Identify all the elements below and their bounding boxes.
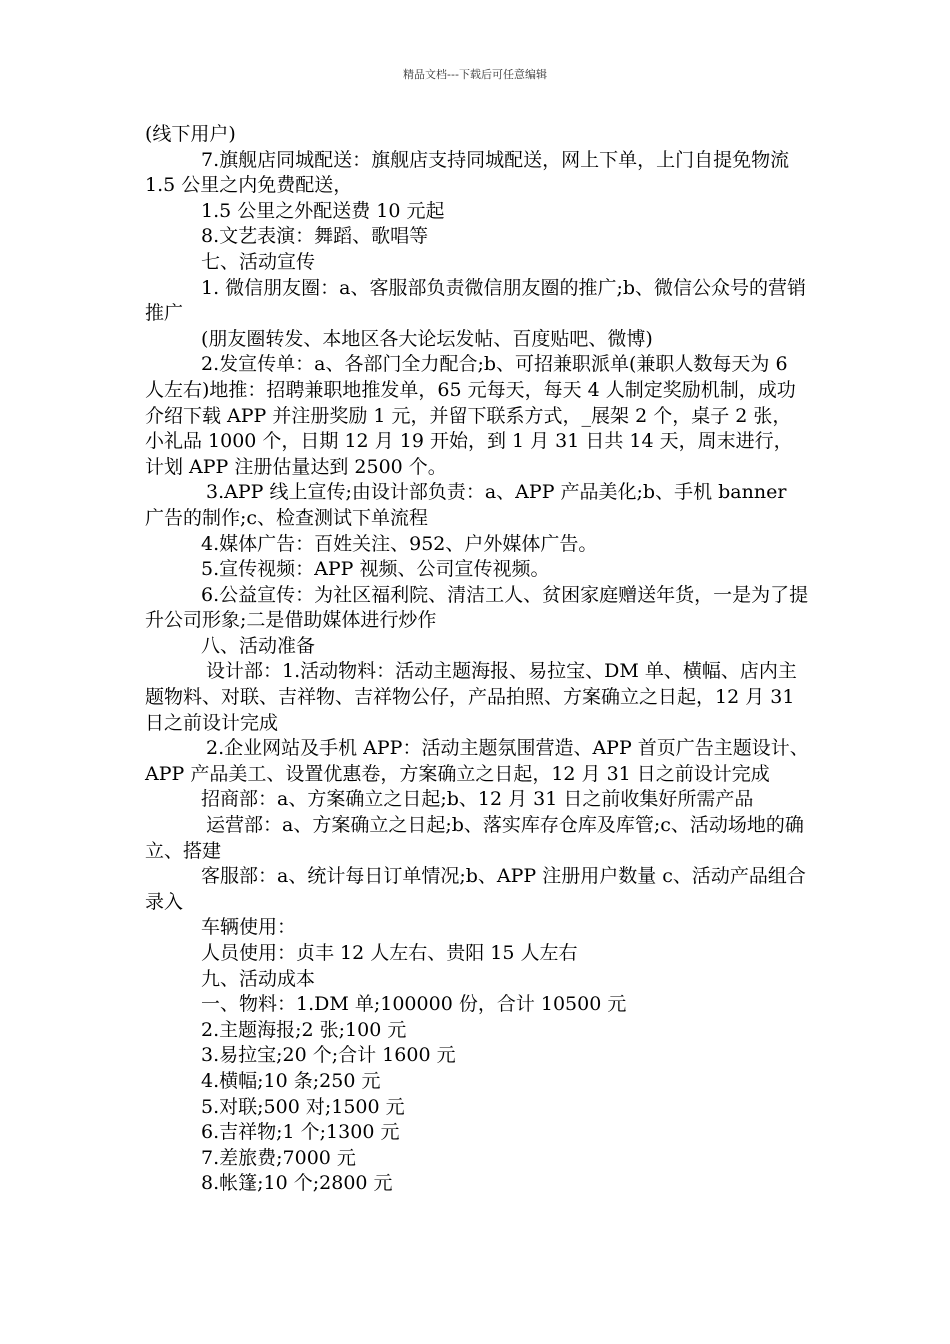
paragraph: 客服部：a、统计每日订单情况;b、APP 注册用户数量 c、活动产品组合录入 (145, 865, 806, 913)
paragraph: 8.帐篷;10 个;2800 元 (201, 1172, 393, 1195)
paragraph: 人员使用：贞丰 12 人左右、贵阳 15 人左右 (201, 942, 578, 964)
paragraph: 车辆使用： (201, 916, 297, 939)
document-body (145, 122, 810, 1197)
paragraph: 1. 微信朋友圈：a、客服部负责微信朋友圈的推广;b、微信公众号的营销推广 (145, 276, 807, 325)
page-header: 精品文档---下载后可任意编辑 (403, 68, 547, 81)
paragraph: 2.主题海报;2 张;100 元 (201, 1018, 407, 1041)
paragraph: 设计部：1.活动物料：活动主题海报、易拉宝、DM 单、横幅、店内主题物料、对联、吉祥物、吉祥物公仔，产品拍照、方案确立之日起，12 月 31 日之前设计完成 (145, 660, 797, 734)
paragraph: 8.文艺表演：舞蹈、歌唱等 (201, 225, 429, 248)
paragraph: 6.公益宣传：为社区福利院、清洁工人、贫困家庭赠送年货，一是为了提升公司形象;二是借助媒体进行炒作 (145, 583, 809, 632)
paragraph: 5.宣传视频：APP 视频、公司宣传视频。 (201, 558, 550, 581)
paragraph: 招商部：a、方案确立之日起;b、12 月 31 日之前收集好所需产品 (201, 788, 754, 811)
paragraph: 6.吉祥物;1 个;1300 元 (201, 1121, 400, 1144)
paragraph: 7.旗舰店同城配送：旗舰店支持同城配送，网上下单，上门自提免物流 1.5 公里之内免费配送， (145, 148, 790, 197)
paragraph: 八、活动准备 (201, 634, 316, 657)
paragraph: 3.APP 线上宣传;由设计部负责：a、APP 产品美化;b、手机 banner 广告的制作;c、检查测试下单流程 (145, 481, 787, 529)
paragraph: 1.5 公里之外配送费 10 元起 (201, 199, 445, 222)
paragraph: 运营部：a、方案确立之日起;b、落实库存仓库及库管;c、活动场地的确立、搭建 (145, 814, 804, 862)
paragraph: 2.企业网站及手机 APP：活动主题氛围营造、APP 首页广告主题设计、APP 产品美工、设置优惠卷，方案确立之日起，12 月 31 日之前设计完成 (145, 737, 809, 785)
paragraph: 一、物料：1.DM 单;100000 份，合计 10500 元 (201, 993, 627, 1016)
paragraph: 7.差旅费;7000 元 (201, 1146, 356, 1169)
paragraph: 4.横幅;10 条;250 元 (201, 1069, 381, 1092)
paragraph: 九、活动成本 (201, 967, 316, 990)
paragraph: (线下用户) (145, 123, 236, 145)
paragraph: 4.媒体广告：百姓关注、952、户外媒体广告。 (201, 532, 598, 555)
paragraph: 3.易拉宝;20 个;合计 1600 元 (201, 1044, 456, 1067)
paragraph: 2.发宣传单：a、各部门全力配合;b、可招兼职派单(兼职人数每天为 6 人左右)地推：招聘兼职地推发单，65 元每天，每天 4 人制定奖励机制，成功介绍下载 APP 并注册奖励 1 元，并留下联系方式，_展架 2 个，桌子 2 张，小礼品 1000 个，日期 12 月 19 开始，到 1 月 31 日共 14 天，周末进行，计划 APP 注册估量达到 2500 个。 (145, 353, 796, 478)
paragraph: 七、活动宣传 (201, 250, 316, 273)
paragraph: (朋友圈转发、本地区各大论坛发帖、百度贴吧、微博) (201, 327, 653, 350)
paragraph: 5.对联;500 对;1500 元 (201, 1095, 405, 1118)
